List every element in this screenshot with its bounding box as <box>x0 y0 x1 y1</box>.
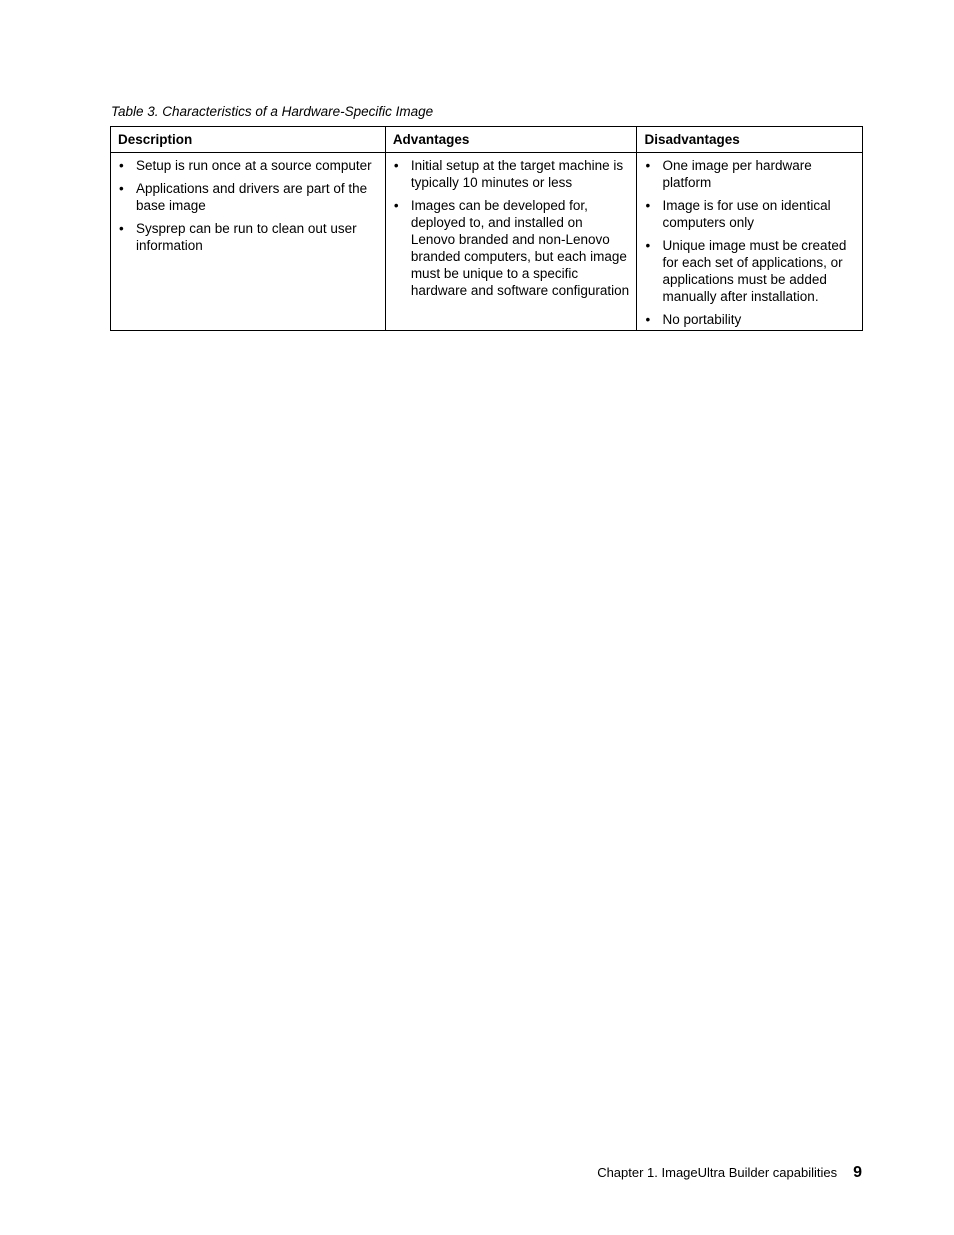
bullet-icon: • <box>119 158 124 173</box>
list-item: • Images can be developed for, deployed to, and installed on Lenovo branded and non-Lenovo branded computers, but each image must be unique to a specific hardware and software configuration <box>393 198 630 298</box>
list-item: • Setup is run once at a source computer <box>119 158 372 173</box>
characteristics-table <box>110 126 863 331</box>
page-footer <box>597 1163 862 1183</box>
bullet-icon: • <box>119 221 124 236</box>
bullet-icon: • <box>393 198 399 213</box>
disadvantages-cell <box>637 153 863 331</box>
header-description: Description <box>111 127 386 153</box>
bullet-icon: • <box>645 198 651 213</box>
bullet-icon: • <box>645 238 651 253</box>
list-item: • No portability <box>645 312 742 327</box>
description-cell <box>111 153 386 331</box>
table-header-row <box>111 127 863 153</box>
disadvantages-list <box>644 157 855 328</box>
advantages-cell <box>385 153 637 331</box>
bullet-icon: • <box>645 158 651 173</box>
header-disadvantages: Disadvantages <box>637 127 863 153</box>
table-row <box>111 153 863 331</box>
list-item: • Unique image must be created for each set of applications, or applications must be added manually after installation. <box>645 238 847 304</box>
advantages-list <box>393 157 630 299</box>
bullet-icon: • <box>645 312 651 327</box>
list-item: • Applications and drivers are part of the base image <box>119 181 368 213</box>
list-item: • Initial setup at the target machine is typically 10 minutes or less <box>393 158 624 190</box>
bullet-icon: • <box>119 181 124 196</box>
list-item: • One image per hardware platform <box>645 158 812 190</box>
list-item: • Image is for use on identical computers only <box>645 198 831 230</box>
table-caption: Table 3. Characteristics of a Hardware-Specific Image <box>111 104 434 119</box>
footer-chapter-title: Chapter 1. ImageUltra Builder capabilities <box>597 1165 838 1180</box>
header-advantages: Advantages <box>385 127 637 153</box>
page-number: 9 <box>853 1164 862 1181</box>
description-list <box>118 157 378 254</box>
bullet-icon: • <box>393 158 399 173</box>
list-item: • Sysprep can be run to clean out user information <box>119 221 357 253</box>
